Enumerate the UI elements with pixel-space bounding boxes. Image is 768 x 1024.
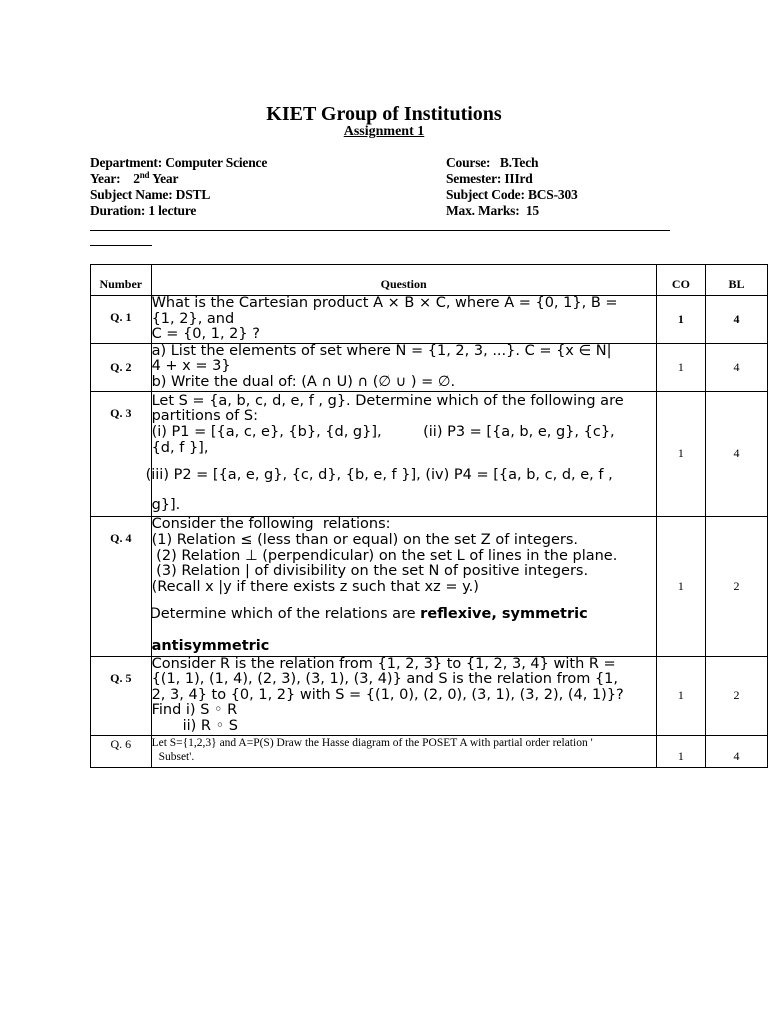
bl-value: 4 — [706, 343, 768, 391]
question-line: Consider the following relations: — [151, 516, 391, 533]
question-line: g}]. — [151, 496, 181, 513]
table-row — [91, 343, 768, 391]
question-line: (Recall x |y if there exists z such that xz = y.) — [151, 578, 479, 595]
question-line: {d, f }], — [151, 439, 209, 456]
question-number: Q. 5 — [91, 656, 152, 735]
question-line: (3) Relation | of divisibility on the set N of positive integers. — [151, 563, 589, 580]
question-line: Find i) S ◦ R — [151, 702, 238, 719]
question-line: Let S = {a, b, c, d, e, f , g}. Determine which of the following are — [151, 392, 624, 409]
question-line: What is the Cartesian product A × B × C, where A = {0, 1}, B = — [151, 295, 618, 311]
header-co: CO — [656, 265, 705, 296]
question-text — [145, 391, 656, 516]
question-line: (1) Relation ≤ (less than or equal) on the set Z of integers. — [151, 532, 578, 549]
question-text — [151, 656, 656, 735]
table-row — [91, 391, 768, 516]
meta-right-block — [446, 155, 686, 219]
question-number: Q. 3 — [91, 391, 152, 516]
bl-value: 4 — [706, 735, 768, 767]
subject-code-line: Subject Code: BCS-303 — [446, 187, 578, 202]
question-line: {1, 2}, and — [151, 310, 235, 327]
year-word: Year — [152, 171, 179, 186]
co-value: 1 — [656, 391, 705, 516]
question-line: (iii) P2 = [{a, e, g}, {c, d}, {b, e, f }], (iv) P4 = [{a, b, c, d, e, f , — [145, 467, 613, 484]
question-line — [150, 607, 656, 623]
co-value: 1 — [656, 656, 705, 735]
short-divider — [90, 245, 152, 246]
course-line: Course: B.Tech — [446, 155, 539, 170]
year-label: Year: — [90, 171, 121, 186]
header-bl: BL — [706, 265, 768, 296]
subject-name-line: Subject Name: DSTL — [90, 187, 211, 202]
question-text-plain: Determine which of the relations are — [149, 606, 421, 623]
bl-value: 2 — [706, 656, 768, 735]
bl-value: 4 — [706, 391, 768, 516]
question-text — [151, 516, 656, 656]
table-header-row — [91, 265, 768, 296]
bl-value: 4 — [706, 296, 768, 344]
table-row — [91, 516, 768, 656]
table-row — [91, 735, 768, 767]
question-line: Subset'. — [158, 750, 195, 763]
question-line: partitions of S: — [151, 408, 258, 425]
question-line: (i) P1 = [{a, c, e}, {b}, {d, g}], (ii) P3 = [{a, b, e, g}, {c}, — [151, 423, 615, 440]
question-number: Q. 2 — [91, 343, 152, 391]
question-line: 4 + x = 3} — [151, 358, 231, 375]
question-text — [151, 343, 656, 391]
question-text — [151, 735, 656, 767]
header-number: Number — [91, 265, 152, 296]
question-number: Q. 1 — [91, 296, 152, 344]
co-value: 1 — [656, 735, 705, 767]
duration-line: Duration: 1 lecture — [90, 203, 197, 218]
co-value: 1 — [656, 296, 705, 344]
semester-line: Semester: IIIrd — [446, 171, 533, 186]
year-suffix: nd — [139, 170, 150, 180]
table-row — [91, 296, 768, 344]
header-question: Question — [151, 265, 656, 296]
department-line: Department: Computer Science — [90, 155, 268, 170]
table-row — [91, 656, 768, 735]
question-text-bold: reflexive, symmetric — [420, 606, 588, 623]
question-number: Q. 4 — [91, 516, 152, 656]
co-value: 1 — [656, 343, 705, 391]
question-line: (2) Relation ⊥ (perpendicular) on the set L of lines in the plane. — [151, 547, 618, 564]
question-line: 2, 3, 4} to {0, 1, 2} with S = {(1, 0), (2, 0), (3, 1), (3, 2), (4, 1)}? — [151, 686, 624, 703]
assignment-title: Assignment 1 — [343, 124, 425, 139]
co-value: 1 — [656, 516, 705, 656]
questions-table — [90, 264, 768, 768]
question-text — [151, 296, 656, 344]
header-divider — [90, 230, 670, 231]
question-line: C = {0, 1, 2} ? — [151, 326, 260, 343]
question-line: b) Write the dual of: (A ∩ U) ∩ (∅ ∪ ) = ∅. — [151, 373, 456, 390]
max-marks-line: Max. Marks: 15 — [446, 203, 539, 218]
year-line — [90, 171, 430, 187]
institution-title: KIET Group of Institutions — [266, 103, 502, 125]
question-number: Q. 6 — [91, 735, 152, 767]
bl-value: 2 — [706, 516, 768, 656]
question-line: ii) R ◦ S — [182, 717, 238, 734]
meta-left-block — [90, 155, 430, 219]
year-number: 2 — [133, 171, 140, 186]
question-line: {(1, 1), (1, 4), (2, 3), (3, 1), (3, 4)} and S is the relation from {1, — [151, 671, 618, 688]
question-line: Let S={1,2,3} and A=P(S) Draw the Hasse diagram of the POSET A with partial order relation ' — [151, 736, 593, 749]
question-line: a) List the elements of set where N = {1, 2, 3, ...}. C = {x ∈ N| — [151, 342, 612, 359]
question-line: Consider R is the relation from {1, 2, 3} to {1, 2, 3, 4} with R = — [151, 655, 616, 672]
question-line: antisymmetric — [151, 638, 270, 655]
